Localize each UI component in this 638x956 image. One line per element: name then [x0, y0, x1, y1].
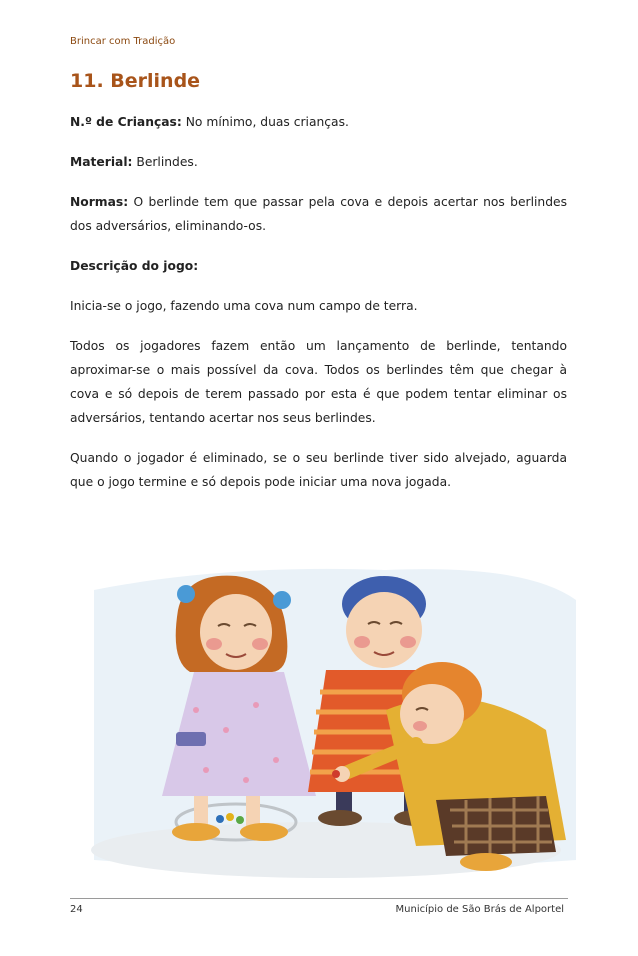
children-playing-marbles-illustration [86, 560, 580, 882]
rules-label: Normas: [70, 195, 129, 209]
page-content [70, 110, 567, 510]
description-heading [70, 254, 567, 278]
paragraph: Todos os jogadores fazem então um lançamento de berlinde, tentando aproximar-se o mais possível da cova. Todos os berlindes têm que chegar à cova e só depois de terem passado por esta é que podem tentar eliminar os adversários, tentando acertar nos seus berlindes. [70, 339, 567, 425]
material-field [70, 150, 567, 174]
material-label: Material: [70, 155, 133, 169]
paragraph: Quando o jogador é eliminado, se o seu berlinde tiver sido alvejado, aguarda que o jogo termine e só depois pode iniciar uma nova jogada. [70, 451, 567, 489]
section-title: 11. Berlinde [70, 70, 201, 92]
paragraph: Inicia-se o jogo, fazendo uma cova num campo de terra. [70, 299, 418, 313]
rules-value: O berlinde tem que passar pela cova e depois acertar nos berlindes dos adversários, eliminando-os. [70, 195, 567, 233]
page-number: 24 [70, 904, 83, 915]
running-header: Brincar com Tradição [70, 36, 176, 47]
rules-field [70, 190, 567, 238]
material-value: Berlindes. [132, 155, 198, 169]
footer-divider [70, 898, 568, 899]
children-value: No mínimo, duas crianças. [181, 115, 349, 129]
footer-municipality: Município de São Brás de Alportel [395, 904, 564, 915]
description-label: Descrição do jogo: [70, 259, 199, 273]
children-label: N.º de Crianças: [70, 115, 182, 129]
children-field [70, 110, 567, 134]
